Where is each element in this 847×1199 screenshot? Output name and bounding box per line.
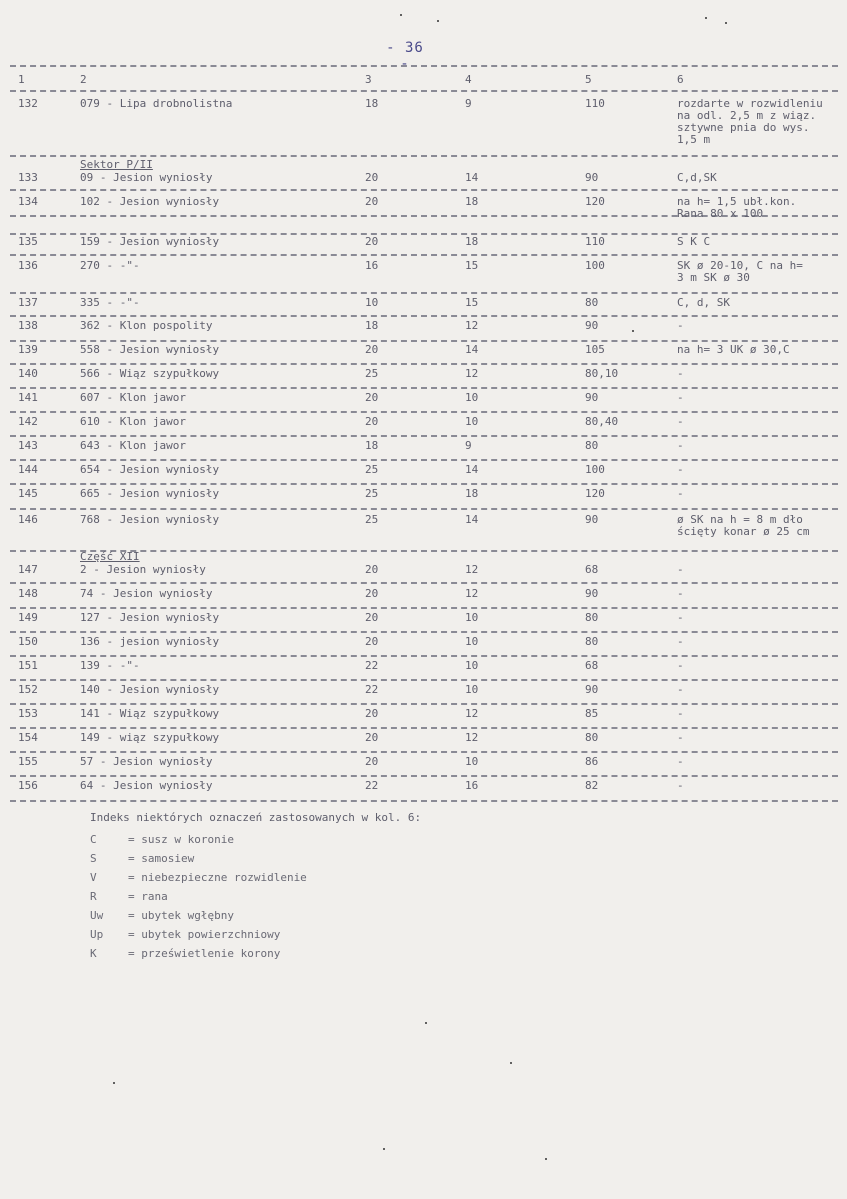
- row-number: 135: [18, 235, 38, 248]
- tree-name: 64 - Jesion wyniosły: [80, 779, 213, 792]
- col-6-remarks: S K C: [677, 235, 711, 248]
- col-4-value: 12: [465, 731, 479, 744]
- col-4-value: 14: [465, 343, 479, 356]
- dashed-row-separator: [10, 483, 838, 485]
- col-4-value: 10: [465, 635, 479, 648]
- col-6-remarks: -: [677, 659, 684, 672]
- tree-name: 270 - -"-: [80, 259, 140, 272]
- col-6-remarks: -: [677, 635, 684, 648]
- col-5-value: 80: [585, 439, 599, 452]
- col-3-value: 16: [365, 259, 379, 272]
- col-6-remarks: rozdarte w rozwidleniu na odl. 2,5 m z wiąz. sztywne pnia do wys. 1,5 m: [677, 97, 823, 146]
- col-6-remarks: SK ø 20-10, C na h= 3 m SK ø 30: [677, 259, 803, 284]
- dashed-row-separator: [10, 679, 838, 681]
- dashed-row-separator: [10, 751, 838, 753]
- col-3-value: 20: [365, 343, 379, 356]
- dashed-row-separator: [10, 607, 838, 609]
- col-3-value: 25: [365, 463, 379, 476]
- col-5-value: 90: [585, 391, 599, 404]
- col-3-value: 20: [365, 391, 379, 404]
- tree-name: 140 - Jesion wyniosły: [80, 683, 220, 696]
- dashed-row-separator: [10, 292, 838, 294]
- paper-speck: [113, 1082, 115, 1084]
- col-4-value: 12: [465, 319, 479, 332]
- row-number: 134: [18, 195, 38, 208]
- col-5-value: 100: [585, 259, 605, 272]
- dashed-row-separator: [10, 387, 838, 389]
- tree-name: 643 - Klon jawor: [80, 439, 186, 452]
- page-number: - 36 -: [386, 40, 424, 72]
- col-4-value: 12: [465, 563, 479, 576]
- row-number: 133: [18, 171, 38, 184]
- row-number: 156: [18, 779, 38, 792]
- col-6-remarks: -: [677, 611, 684, 624]
- col-5-value: 80: [585, 635, 599, 648]
- col-3-value: 22: [365, 659, 379, 672]
- col-4-value: 10: [465, 391, 479, 404]
- legend-code: S: [90, 852, 97, 865]
- col-5-value: 110: [585, 235, 605, 248]
- dashed-row-separator: [10, 363, 838, 365]
- col-5-value: 120: [585, 195, 605, 208]
- legend-description: = ubytek powierzchniowy: [128, 928, 281, 941]
- col-4-value: 18: [465, 487, 479, 500]
- tree-name: 57 - Jesion wyniosły: [80, 755, 213, 768]
- legend-code: C: [90, 833, 97, 846]
- dashed-row-separator: [10, 459, 838, 461]
- dashed-row-separator: [10, 727, 838, 729]
- row-number: 132: [18, 97, 38, 110]
- tree-name: 079 - Lipa drobnolistna: [80, 97, 233, 110]
- section-heading: Część XII: [80, 550, 140, 563]
- col-6-remarks: -: [677, 755, 684, 768]
- paper-speck: [425, 1022, 427, 1024]
- col-3-value: 20: [365, 563, 379, 576]
- column-header: 3: [365, 73, 372, 86]
- legend-title: Indeks niektórych oznaczeń zastosowanych w kol. 6:: [90, 811, 422, 824]
- row-number: 153: [18, 707, 38, 720]
- row-number: 144: [18, 463, 38, 476]
- col-6-remarks: -: [677, 367, 684, 380]
- tree-name: 335 - -"-: [80, 296, 140, 309]
- row-number: 152: [18, 683, 38, 696]
- tree-name: 102 - Jesion wyniosły: [80, 195, 220, 208]
- col-4-value: 10: [465, 755, 479, 768]
- col-3-value: 18: [365, 97, 379, 110]
- col-6-remarks: -: [677, 487, 684, 500]
- dashed-row-separator: [10, 411, 838, 413]
- legend-code: V: [90, 871, 97, 884]
- dashed-row-separator: [10, 189, 838, 191]
- row-number: 141: [18, 391, 38, 404]
- dashed-row-separator: [10, 254, 838, 256]
- row-number: 147: [18, 563, 38, 576]
- col-4-value: 9: [465, 97, 472, 110]
- legend-description: = niebezpieczne rozwidlenie: [128, 871, 307, 884]
- tree-name: 127 - Jesion wyniosły: [80, 611, 220, 624]
- col-3-value: 25: [365, 513, 379, 526]
- legend-code: Uw: [90, 909, 104, 922]
- col-5-value: 80,40: [585, 415, 619, 428]
- tree-name: 74 - Jesion wyniosły: [80, 587, 213, 600]
- row-number: 155: [18, 755, 38, 768]
- dashed-row-separator: [10, 435, 838, 437]
- col-5-value: 90: [585, 171, 599, 184]
- paper-speck: [632, 330, 634, 332]
- col-5-value: 110: [585, 97, 605, 110]
- col-3-value: 22: [365, 779, 379, 792]
- col-3-value: 20: [365, 415, 379, 428]
- col-6-remarks: -: [677, 391, 684, 404]
- col-6-remarks: -: [677, 707, 684, 720]
- col-3-value: 25: [365, 367, 379, 380]
- row-number: 148: [18, 587, 38, 600]
- col-5-value: 105: [585, 343, 605, 356]
- column-header: 6: [677, 73, 684, 86]
- col-3-value: 18: [365, 439, 379, 452]
- col-5-value: 90: [585, 319, 599, 332]
- paper-speck: [510, 1062, 512, 1064]
- row-number: 142: [18, 415, 38, 428]
- col-6-remarks: na h= 1,5 ubł.kon. Rana 80 x 100: [677, 195, 797, 220]
- dashed-row-separator: [10, 703, 838, 705]
- col-4-value: 12: [465, 587, 479, 600]
- col-5-value: 80: [585, 296, 599, 309]
- col-3-value: 22: [365, 683, 379, 696]
- col-3-value: 25: [365, 487, 379, 500]
- legend-code: K: [90, 947, 97, 960]
- col-3-value: 20: [365, 235, 379, 248]
- row-number: 137: [18, 296, 38, 309]
- row-number: 146: [18, 513, 38, 526]
- col-4-value: 10: [465, 683, 479, 696]
- col-3-value: 20: [365, 731, 379, 744]
- row-number: 143: [18, 439, 38, 452]
- tree-name: 149 - wiąz szypułkowy: [80, 731, 220, 744]
- col-6-remarks: C, d, SK: [677, 296, 730, 309]
- col-3-value: 20: [365, 755, 379, 768]
- col-4-value: 12: [465, 707, 479, 720]
- col-5-value: 80,10: [585, 367, 619, 380]
- tree-name: 665 - Jesion wyniosły: [80, 487, 220, 500]
- tree-name: 159 - Jesion wyniosły: [80, 235, 220, 248]
- tree-name: 09 - Jesion wyniosły: [80, 171, 213, 184]
- col-4-value: 10: [465, 415, 479, 428]
- dashed-row-separator: [10, 65, 838, 67]
- row-number: 151: [18, 659, 38, 672]
- paper-speck: [725, 22, 727, 24]
- col-4-value: 14: [465, 171, 479, 184]
- dashed-row-separator: [10, 155, 838, 157]
- paper-speck: [383, 1148, 385, 1150]
- column-header: 1: [18, 73, 25, 86]
- row-number: 154: [18, 731, 38, 744]
- col-4-value: 10: [465, 659, 479, 672]
- col-5-value: 85: [585, 707, 599, 720]
- tree-name: 141 - Wiąz szypułkowy: [80, 707, 220, 720]
- legend-description: = samosiew: [128, 852, 195, 865]
- column-header: 4: [465, 73, 472, 86]
- column-header: 2: [80, 73, 87, 86]
- dashed-row-separator: [10, 90, 838, 92]
- row-number: 138: [18, 319, 38, 332]
- paper-speck: [437, 20, 439, 22]
- tree-name: 654 - Jesion wyniosły: [80, 463, 220, 476]
- col-6-remarks: -: [677, 683, 684, 696]
- col-4-value: 9: [465, 439, 472, 452]
- col-4-value: 15: [465, 259, 479, 272]
- col-4-value: 10: [465, 611, 479, 624]
- legend-description: = prześwietlenie korony: [128, 947, 281, 960]
- tree-name: 2 - Jesion wyniosły: [80, 563, 206, 576]
- dashed-row-separator: [10, 315, 838, 317]
- col-6-remarks: -: [677, 319, 684, 332]
- dashed-row-separator: [10, 631, 838, 633]
- paper-speck: [545, 1158, 547, 1160]
- col-6-remarks: -: [677, 779, 684, 792]
- dashed-row-separator: [10, 655, 838, 657]
- col-3-value: 20: [365, 171, 379, 184]
- tree-name: 558 - Jesion wyniosły: [80, 343, 220, 356]
- col-6-remarks: C,d,SK: [677, 171, 717, 184]
- row-number: 140: [18, 367, 38, 380]
- row-number: 149: [18, 611, 38, 624]
- col-3-value: 20: [365, 635, 379, 648]
- paper-speck: [400, 14, 402, 16]
- legend-code: Up: [90, 928, 104, 941]
- col-5-value: 90: [585, 587, 599, 600]
- col-4-value: 18: [465, 235, 479, 248]
- col-5-value: 68: [585, 659, 599, 672]
- tree-name: 768 - Jesion wyniosły: [80, 513, 220, 526]
- col-6-remarks: -: [677, 587, 684, 600]
- col-4-value: 18: [465, 195, 479, 208]
- col-4-value: 12: [465, 367, 479, 380]
- section-heading: Sektor P/II: [80, 158, 153, 171]
- dashed-row-separator: [10, 775, 838, 777]
- col-6-remarks: -: [677, 415, 684, 428]
- dashed-row-separator: [10, 508, 838, 510]
- col-5-value: 86: [585, 755, 599, 768]
- col-3-value: 20: [365, 195, 379, 208]
- row-number: 136: [18, 259, 38, 272]
- col-6-remarks: -: [677, 463, 684, 476]
- col-6-remarks: -: [677, 563, 684, 576]
- col-5-value: 90: [585, 683, 599, 696]
- legend-description: = ubytek wgłębny: [128, 909, 234, 922]
- tree-name: 139 - -"-: [80, 659, 140, 672]
- col-6-remarks: -: [677, 731, 684, 744]
- col-4-value: 15: [465, 296, 479, 309]
- col-3-value: 10: [365, 296, 379, 309]
- col-5-value: 68: [585, 563, 599, 576]
- tree-name: 610 - Klon jawor: [80, 415, 186, 428]
- tree-name: 362 - Klon pospolity: [80, 319, 213, 332]
- col-6-remarks: -: [677, 439, 684, 452]
- col-5-value: 90: [585, 513, 599, 526]
- dashed-row-separator: [10, 340, 838, 342]
- col-6-remarks: na h= 3 UK ø 30,C: [677, 343, 790, 356]
- col-4-value: 14: [465, 463, 479, 476]
- legend-description: = rana: [128, 890, 168, 903]
- col-6-remarks: ø SK na h = 8 m dło ścięty konar ø 25 cm: [677, 513, 810, 538]
- col-3-value: 20: [365, 611, 379, 624]
- col-5-value: 120: [585, 487, 605, 500]
- tree-name: 566 - Wiąz szypułkowy: [80, 367, 220, 380]
- col-4-value: 16: [465, 779, 479, 792]
- col-5-value: 100: [585, 463, 605, 476]
- paper-speck: [705, 17, 707, 19]
- tree-name: 136 - jesion wyniosły: [80, 635, 220, 648]
- dashed-row-separator: [10, 582, 838, 584]
- dashed-row-separator: [10, 800, 838, 802]
- tree-name: 607 - Klon jawor: [80, 391, 186, 404]
- col-3-value: 18: [365, 319, 379, 332]
- col-3-value: 20: [365, 587, 379, 600]
- row-number: 150: [18, 635, 38, 648]
- row-number: 139: [18, 343, 38, 356]
- col-5-value: 82: [585, 779, 599, 792]
- col-4-value: 14: [465, 513, 479, 526]
- col-5-value: 80: [585, 611, 599, 624]
- legend-code: R: [90, 890, 97, 903]
- col-3-value: 20: [365, 707, 379, 720]
- legend-description: = susz w koronie: [128, 833, 234, 846]
- col-5-value: 80: [585, 731, 599, 744]
- row-number: 145: [18, 487, 38, 500]
- column-header: 5: [585, 73, 592, 86]
